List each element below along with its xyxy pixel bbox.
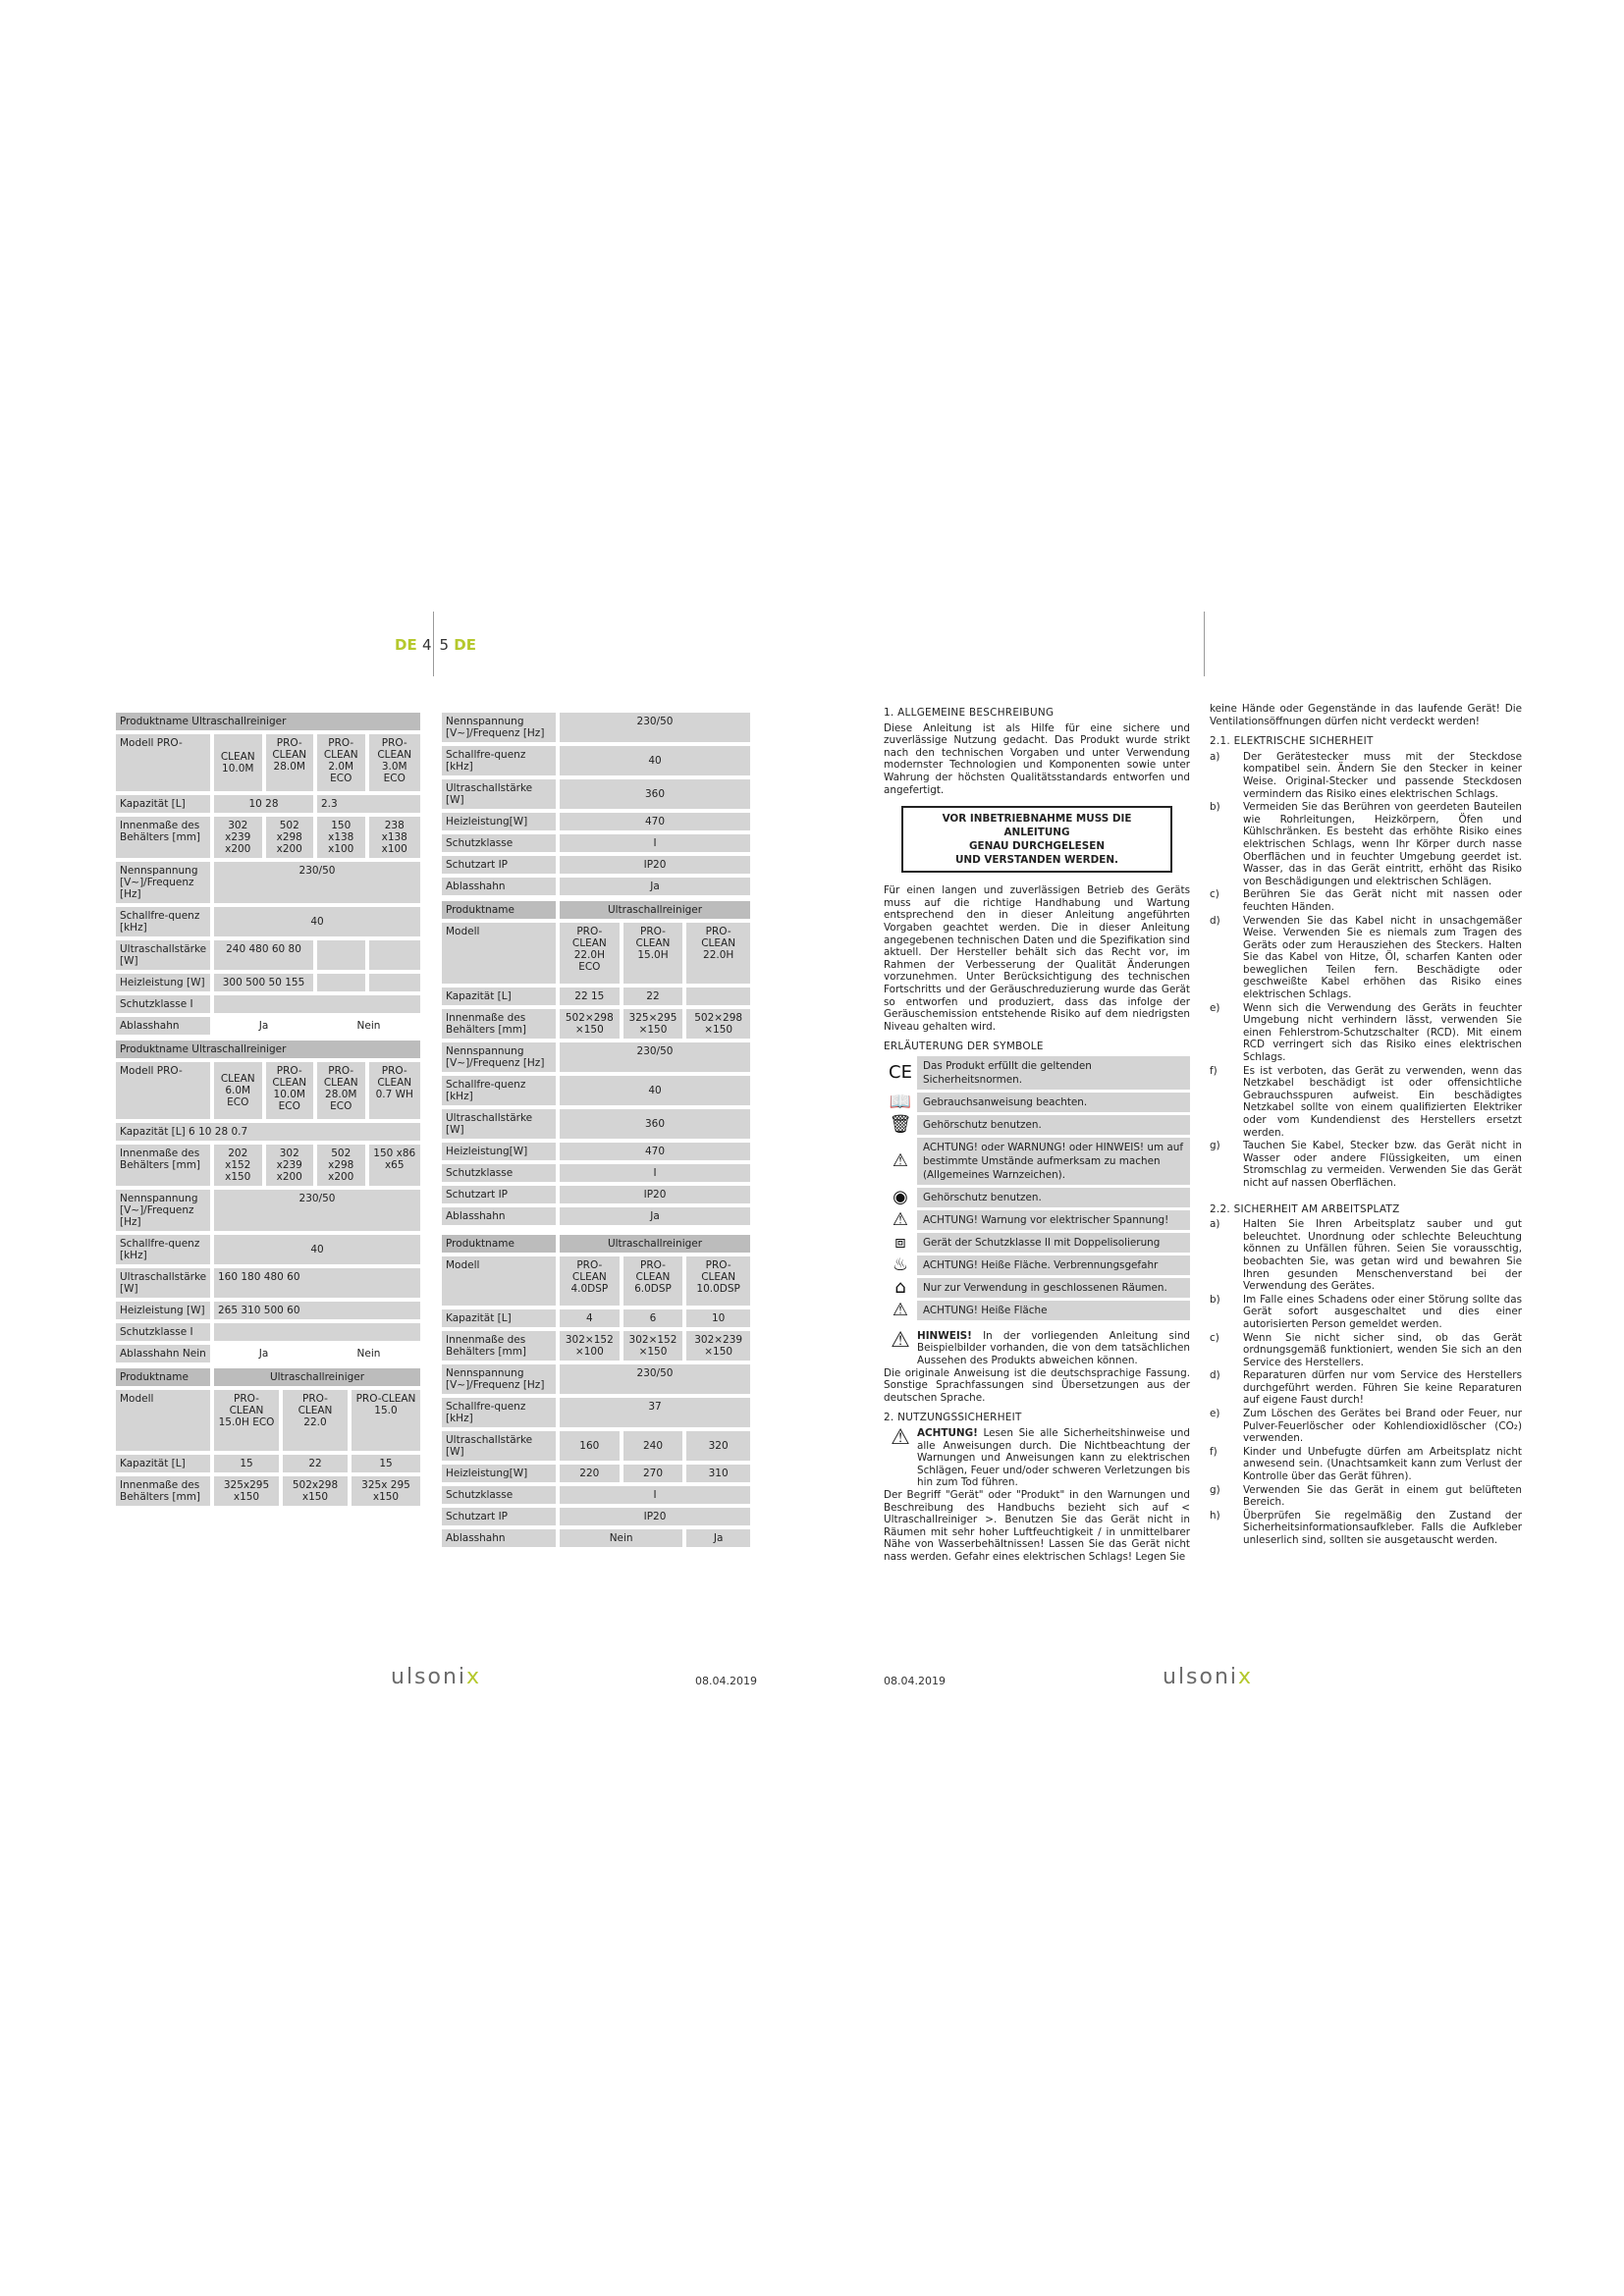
value-cell: Ultraschallreiniger — [214, 1368, 420, 1386]
list-item — [1210, 1294, 1522, 1331]
row-label: Schutzart IP — [442, 1186, 560, 1203]
list-marker: a) — [1210, 1218, 1220, 1231]
row-label: Schallfre-quenz [kHz] — [442, 746, 560, 775]
row-label: Kapazität [L] — [116, 1455, 214, 1472]
symbol-row — [884, 1056, 1190, 1090]
list-marker: b) — [1210, 801, 1220, 814]
list-marker: b) — [1210, 1293, 1220, 1306]
value-cell: Ja — [560, 878, 750, 895]
symbol-text: Gerät der Schutzklasse II mit Doppelisolierung — [917, 1233, 1190, 1253]
warning-triangle-icon: ⚠ — [891, 1425, 910, 1451]
symbol-text: Das Produkt erfüllt die geltenden Sicherheitsnormen. — [917, 1056, 1190, 1090]
list-text: Halten Sie Ihren Arbeitsplatz sauber und gut beleuchtet. Unordnung oder schlechte Beleuchtung können zu Unfällen führen. Seien Sie vorausschtig, beobachten Sie, was getan wird und bewahren Sie Ihren gesunden Menschenverstand bei der Verwendung des Gerätes. — [1243, 1218, 1522, 1293]
list-text: Der Gerätestecker muss mit der Steckdose kompatibel sein. Ändern Sie den Stecker in keiner Weise. Original-Stecker und passende Steckdosen vermindern das Risiko eines elektrischen Schlags. — [1243, 750, 1522, 800]
list-marker: f) — [1210, 1445, 1218, 1458]
model-cell: PRO-CLEAN 28.0M — [266, 734, 318, 791]
value-cell: 40 — [560, 1076, 750, 1105]
list-item — [1210, 888, 1522, 913]
text-column-3 — [884, 707, 1190, 1568]
value-cell: 6 — [623, 1309, 687, 1327]
symbol-row — [884, 1210, 1190, 1230]
ear-protection-icon: ◉ — [893, 1186, 908, 1207]
warning-block — [884, 1427, 1190, 1489]
value-cell: 230/50 — [214, 862, 420, 903]
list-item — [1210, 1408, 1522, 1445]
model-cell: CLEAN 10.0M — [214, 734, 266, 791]
value-cell: 325x295 x150 — [214, 1476, 283, 1506]
row-label: Schutzklasse I — [116, 995, 214, 1013]
value-cell: 150 x138 x100 — [317, 817, 369, 858]
value-cell: 22 15 — [560, 988, 623, 1005]
symbol-row — [884, 1301, 1190, 1320]
section-heading: 1. ALLGEMEINE BESCHREIBUNG — [884, 707, 1055, 719]
model-cell: PRO-CLEAN 6.0DSP — [623, 1256, 687, 1306]
list-item — [1210, 1065, 1522, 1140]
list-item — [1210, 1369, 1522, 1407]
list-marker: e) — [1210, 1408, 1220, 1420]
list-text: Im Falle eines Schadens oder einer Störung sollte das Gerät sofort ausgeschaltet und dies einer autorisierten Person gemeldet werden. — [1243, 1293, 1522, 1330]
logo-accent: x — [466, 1665, 482, 1689]
model-cell: PRO-CLEAN 10.0DSP — [686, 1256, 750, 1306]
row-label: Innenmaße des Behälters [mm] — [116, 1145, 214, 1186]
symbol-text: ACHTUNG! Warnung vor elektrischer Spannung! — [917, 1210, 1190, 1230]
paragraph: Der Begriff "Gerät" oder "Produkt" in den Warnungen und Beschreibung des Handbuchs bezieht sich auf < Ultraschallreiniger >. Benutzen Sie das Gerät nicht in Räumen mit sehr hoher Luftfeuchtigkeit / in unmittelbarer Nähe von Wasserbehältnissen! Lassen Sie das Gerät nicht nass werden. Gefahr eines elektrischen Schlags! Legen Sie — [884, 1489, 1190, 1563]
value-cell: 240 — [623, 1431, 687, 1461]
value-cell: 325×295 ×150 — [623, 1009, 687, 1039]
symbol-list — [884, 1056, 1190, 1320]
language-code-left: DE — [395, 636, 417, 654]
row-label: Schallfre-quenz [kHz] — [116, 907, 214, 936]
double-insulation-icon: ⧈ — [894, 1231, 906, 1253]
model-cell: PRO-CLEAN 22.0 — [283, 1390, 352, 1451]
list-text: Zum Löschen des Gerätes bei Brand oder Feuer, nur Pulver-Feuerlöscher oder Kohlendioxidlöscher (CO₂) verwenden. — [1243, 1408, 1522, 1445]
logo-text: ulsoni — [391, 1665, 467, 1689]
symbol-row — [884, 1115, 1190, 1135]
row-label: Ultraschallstärke [W] — [442, 779, 560, 809]
list-text: Vermeiden Sie das Berühren von geerdeten Bauteilen wie Rohrleitungen, Heizkörpern, Öfen und Kühlschränken. Es besteht das erhöhte Risiko eines elektrischen Schlags, wenn Ihr Körper durch nasse Oberflächen und in feuchter Umgebung geerdet ist. Wasser, das in das Gerät eintritt, erhöht das Risiko von Beschädigungen und elektrischen Schlägen. — [1243, 801, 1522, 887]
row-label: Schutzart IP — [442, 1508, 560, 1525]
value-cell: 240 480 60 80 — [214, 940, 317, 970]
row-label: Ultraschallstärke [W] — [442, 1109, 560, 1139]
value-cell: IP20 — [560, 856, 750, 874]
row-label: Schutzart IP — [442, 856, 560, 874]
list-marker: a) — [1210, 750, 1220, 763]
hint-label: HINWEIS! — [917, 1329, 972, 1342]
list-text: Reparaturen dürfen nur vom Service des Herstellers durchgeführt werden. Führen Sie keine Reparaturen auf eigene Faust durch! — [1243, 1369, 1522, 1407]
row-label: Nennspannung [V~]/Frequenz [Hz] — [442, 1042, 560, 1072]
ce-icon: CE — [889, 1061, 912, 1083]
value-cell: 4 — [560, 1309, 623, 1327]
spec-table-column-left — [116, 709, 420, 1510]
value-cell: Ultraschallreiniger — [560, 901, 750, 919]
value-cell: 40 — [560, 746, 750, 775]
warning-body: Lesen Sie alle Sicherheitshinweise und alle Anweisungen durch. Die Nichtbeachtung der Warnungen und Anweisungen kann zu elektrischen Schlägen, Feuer und/oder schweren Verletzungen bis hin zum Tod führen. — [917, 1427, 1190, 1489]
table-title: Produktname Ultraschallreiniger — [116, 1041, 420, 1058]
warning-line: VOR INBETRIEBNAHME MUSS DIE ANLEITUNG — [942, 813, 1132, 839]
symbol-row — [884, 1255, 1190, 1275]
spec-table-6 — [442, 1231, 750, 1551]
page-number-right: 5 — [439, 636, 450, 654]
value-cell: Nein — [317, 1345, 420, 1362]
model-cell: PRO-CLEAN 15.0H ECO — [214, 1390, 283, 1451]
brand-logo-right — [1163, 1665, 1253, 1689]
row-label: Schallfre-quenz [kHz] — [116, 1235, 214, 1264]
row-label: Heizleistung[W] — [442, 1143, 560, 1160]
row-label: Schutzklasse — [442, 1486, 560, 1504]
value-cell: IP20 — [560, 1508, 750, 1525]
row-label: Modell PRO- — [116, 734, 214, 791]
list-item — [1210, 1140, 1522, 1189]
spec-table-2 — [116, 1037, 420, 1366]
list-item — [1210, 801, 1522, 887]
model-cell: PRO-CLEAN 15.0 — [352, 1390, 420, 1451]
value-cell: IP20 — [560, 1186, 750, 1203]
model-cell: PRO-CLEAN 28.0M ECO — [317, 1062, 369, 1119]
list-marker: c) — [1210, 1331, 1219, 1344]
value-cell: 230/50 — [214, 1190, 420, 1231]
list-item — [1210, 1484, 1522, 1509]
paragraph: Für einen langen und zuverlässigen Betrieb des Geräts muss auf die richtige Handhabung und Wartung entsprechend den in dieser Anleitung angeführten Vorgaben geachtet werden. Die in dieser Anleitung angegebenen technischen Daten und die Spezifikation sind aktuell. Der Hersteller behält sich das Recht vor, im Rahmen der Verbesserung der Qualität Änderungen vorzunehmen. Unter Berücksichtigung des technischen Fortschritts und der Geräuschreduzierung wurde das Gerät so entworfen und produziert, dass das infolge der Geräuschemission entstehende Risiko auf dem niedrigsten Niveau gehalten wird. — [884, 884, 1190, 1033]
value-cell: 230/50 — [560, 1364, 750, 1394]
list-text: Verwenden Sie das Gerät in einem gut belüfteten Bereich. — [1243, 1483, 1522, 1509]
spec-table-column-middle — [442, 709, 750, 1551]
row-label: Schutzklasse — [442, 1164, 560, 1182]
list-text: Wenn sich die Verwendung des Geräts in feuchter Umgebung nicht verhindern lässt, verwenden Sie einen Fehlerstrom-Schutzschalter (RCD). Mit einem RCD verringert sich das Risiko eines elektrischen Schlags. — [1243, 1001, 1522, 1064]
row-label: Innenmaße des Behälters [mm] — [116, 1476, 214, 1506]
list-text: Wenn Sie nicht sicher sind, ob das Gerät ordnungsgemäß funktioniert, wenden Sie sich an den Service des Herstellers. — [1243, 1331, 1522, 1368]
list-text: Tauchen Sie Kabel, Stecker bzw. das Gerät nicht in Wasser oder andere Flüssigkeiten, um einen Stromschlag zu vermeiden. Verwenden Sie das Gerät nicht auf nassen Oberflächen. — [1243, 1140, 1522, 1189]
manual-icon: 📖 — [889, 1091, 912, 1112]
logo-text: ulsoni — [1163, 1665, 1239, 1689]
value-cell: 470 — [560, 813, 750, 830]
row-label: Nennspannung [V~]/Frequenz [Hz] — [442, 1364, 560, 1394]
electric-warning-icon: ⚠ — [892, 1208, 909, 1230]
row-label: Nennspannung [V~]/Frequenz [Hz] — [442, 713, 560, 742]
model-cell: PRO-CLEAN 3.0M ECO — [369, 734, 421, 791]
list-marker: d) — [1210, 1369, 1220, 1382]
value-cell: I — [560, 834, 750, 852]
row-label: Schallfre-quenz [kHz] — [442, 1398, 560, 1427]
warning-line: GENAU DURCHGELESEN — [968, 840, 1106, 853]
indoor-use-icon: ⌂ — [894, 1276, 906, 1298]
model-cell: PRO-CLEAN 10.0M ECO — [266, 1062, 318, 1119]
list-marker: h) — [1210, 1509, 1220, 1522]
row-label: Innenmaße des Behälters [mm] — [442, 1009, 560, 1039]
hint-text — [917, 1330, 1190, 1367]
list-item — [1210, 1218, 1522, 1293]
list-item — [1210, 1510, 1522, 1547]
value-cell: 160 — [560, 1431, 623, 1461]
value-cell: 302 x239 x200 — [266, 1145, 318, 1186]
warning-triangle-icon: ⚠ — [891, 1327, 910, 1353]
value-cell: Ja — [686, 1529, 750, 1547]
spec-table-5 — [442, 897, 750, 1229]
row-label: Heizleistung[W] — [442, 1465, 560, 1482]
list-item — [1210, 915, 1522, 1001]
date-right: 08.04.2019 — [884, 1675, 946, 1687]
row-label: Ultraschallstärke [W] — [116, 940, 214, 970]
value-cell: 502 x298 x200 — [266, 817, 318, 858]
value-cell: 502x298 x150 — [283, 1476, 352, 1506]
symbol-row — [884, 1138, 1190, 1185]
section-heading: 2.1. ELEKTRISCHE SICHERHEIT — [1210, 735, 1374, 748]
text-column-4 — [1210, 703, 1522, 1548]
value-cell: Nein — [560, 1529, 686, 1547]
model-cell: PRO-CLEAN 2.0M ECO — [317, 734, 369, 791]
symbol-row — [884, 1233, 1190, 1253]
list-item — [1210, 1332, 1522, 1369]
row-label: Heizleistung [W] — [116, 974, 214, 991]
value-cell: 22 — [283, 1455, 352, 1472]
value-cell: 270 — [623, 1465, 687, 1482]
list-marker: c) — [1210, 888, 1219, 901]
row-label: Innenmaße des Behälters [mm] — [442, 1331, 560, 1361]
value-cell: 10 — [686, 1309, 750, 1327]
value-cell: 360 — [560, 779, 750, 809]
row-label: Kapazität [L] — [116, 795, 214, 813]
row-label: Produktname — [442, 1235, 560, 1253]
value-cell: 150 x86 x65 — [369, 1145, 421, 1186]
row-label: Ablasshahn Nein — [116, 1345, 214, 1362]
value-cell: 310 — [686, 1465, 750, 1482]
spec-table-1 — [116, 709, 420, 1039]
row-label: Heizleistung [W] — [116, 1302, 214, 1319]
list-text: Kinder und Unbefugte dürfen am Arbeitsplatz nicht anwesend sein. (Unachtsamkeit kann zum Verlust der Kontrolle über das Gerät führen). — [1243, 1445, 1522, 1483]
symbol-row — [884, 1278, 1190, 1298]
paragraph: Diese Anleitung ist als Hilfe für eine sichere und zuverlässige Nutzung gedacht. Das Produkt wurde strikt nach den technischen Vorgaben und unter Verwendung modernster Technologien und Komponenten sowie unter Wahrung der höchsten Qualitätsstandards entworfen und angefertigt. — [884, 721, 1190, 796]
symbol-text: ACHTUNG! Heiße Fläche. Verbrennungsgefahr — [917, 1255, 1190, 1275]
row-label: Modell — [442, 1256, 560, 1306]
hint-block — [884, 1327, 1190, 1367]
symbol-text: Gehörschutz benutzen. — [917, 1115, 1190, 1135]
value-cell: Ja — [214, 1017, 317, 1035]
value-cell: 300 500 50 155 — [214, 974, 317, 991]
symbol-row — [884, 1093, 1190, 1112]
section-heading: 2. NUTZUNGSSICHERHEIT — [884, 1412, 1022, 1424]
value-cell: 302×152 ×150 — [623, 1331, 687, 1361]
list-item — [1210, 1002, 1522, 1064]
row-label: Innenmaße des Behälters [mm] — [116, 817, 214, 858]
value-cell: 40 — [214, 1235, 420, 1264]
row-label: Schutzklasse I — [116, 1323, 214, 1341]
row-label: Ablasshahn — [442, 1207, 560, 1225]
list-text: Es ist verboten, das Gerät zu verwenden, wenn das Netzkabel beschädigt ist oder offensichtliche Gebrauchsspuren aufweist. Ein beschädigtes Netzkabel sollte von einem qualifizierten Elektriker oder vom Kundendienst des Herstellers ersetzt werden. — [1243, 1064, 1522, 1139]
value-cell: 325x 295 x150 — [352, 1476, 420, 1506]
symbol-text: Gebrauchsanweisung beachten. — [917, 1093, 1190, 1112]
symbol-row — [884, 1188, 1190, 1207]
language-code-right: DE — [454, 636, 476, 654]
row-label: Schallfre-quenz [kHz] — [442, 1076, 560, 1105]
hot-surface-icon: ♨ — [892, 1254, 909, 1275]
page-number-left: 4 — [421, 636, 432, 654]
list-text: Überprüfen Sie regelmäßig den Zustand der Sicherheitsinformationsaufkleber. Falls die Aufkleber unleserlich sind, sollten sie ausgetauscht werden. — [1243, 1509, 1522, 1546]
value-cell: 302×152 ×100 — [560, 1331, 623, 1361]
value-cell: 230/50 — [560, 713, 750, 742]
value-cell: 238 x138 x100 — [369, 817, 421, 858]
page-divider-right — [1204, 612, 1205, 676]
model-cell: PRO-CLEAN 15.0H — [623, 923, 687, 984]
row-label: Kapazität [L] 6 10 28 0.7 — [116, 1123, 420, 1141]
model-cell: CLEAN 6.0M ECO — [214, 1062, 266, 1119]
row-label: Kapazität [L] — [442, 1309, 560, 1327]
model-cell: PRO-CLEAN 4.0DSP — [560, 1256, 623, 1306]
page-divider-left — [433, 612, 434, 676]
row-label: Produktname — [116, 1368, 214, 1386]
list-marker: g) — [1210, 1140, 1220, 1152]
value-cell: 502×298 ×150 — [686, 1009, 750, 1039]
warning-box — [901, 806, 1172, 873]
value-cell: 37 — [560, 1398, 750, 1427]
row-label: Schutzklasse — [442, 834, 560, 852]
list-text: Berühren Sie das Gerät nicht mit nassen oder feuchten Händen. — [1243, 888, 1522, 913]
row-label: Modell — [442, 923, 560, 984]
page-header — [395, 636, 476, 654]
symbol-text: ACHTUNG! Heiße Fläche — [917, 1301, 1190, 1320]
row-label: Modell — [116, 1390, 214, 1451]
row-label: Nennspannung [V~]/Frequenz [Hz] — [116, 1190, 214, 1231]
value-cell: I — [560, 1486, 750, 1504]
paragraph: keine Hände oder Gegenstände in das laufende Gerät! Die Ventilationsöffnungen dürfen nicht verdeckt werden! — [1210, 703, 1522, 727]
row-label: Ultraschallstärke [W] — [116, 1268, 214, 1298]
value-cell: 320 — [686, 1431, 750, 1461]
value-cell: 220 — [560, 1465, 623, 1482]
row-label: Ablasshahn — [116, 1017, 214, 1035]
row-label: Ablasshahn — [442, 1529, 560, 1547]
row-label: Nennspannung [V~]/Frequenz [Hz] — [116, 862, 214, 903]
value-cell: 202 x152 x150 — [214, 1145, 266, 1186]
value-cell: I — [560, 1164, 750, 1182]
value-cell: 265 310 500 60 — [214, 1302, 420, 1319]
value-cell: 502×298 ×150 — [560, 1009, 623, 1039]
warning-triangle-icon: ⚠ — [892, 1149, 909, 1171]
symbol-text: Nur zur Verwendung in geschlossenen Räumen. — [917, 1278, 1190, 1298]
list-item — [1210, 751, 1522, 800]
value-cell: 15 — [352, 1455, 420, 1472]
list-text: Verwenden Sie das Kabel nicht in unsachgemäßer Weise. Verwenden Sie es niemals zum Tragen des Geräts oder zum Herausziehen des Steckers. Halten Sie das Kabel von Hitze, Öl, scharfen Kanten oder beweglichen Teilen fern. Beschädigte oder geschweißte Kabel erhöhen das Risiko eines elektrischen Schlags. — [1243, 914, 1522, 1001]
row-label: Produktname — [442, 901, 560, 919]
warning-label: ACHTUNG! — [917, 1427, 978, 1440]
list-marker: d) — [1210, 914, 1220, 927]
value-cell: 2.3 — [317, 795, 420, 813]
value-cell: 502 x298 x200 — [317, 1145, 369, 1186]
row-label: Modell PRO- — [116, 1062, 214, 1119]
list-marker: e) — [1210, 1001, 1220, 1014]
spec-table-4 — [442, 709, 750, 899]
date-left: 08.04.2019 — [695, 1675, 757, 1687]
model-cell: PRO-CLEAN 22.0H ECO — [560, 923, 623, 984]
value-cell: 302×239 ×150 — [686, 1331, 750, 1361]
symbol-text: ACHTUNG! oder WARNUNG! oder HINWEIS! um auf bestimmte Umstände aufmerksam zu machen (Allgemeines Warnzeichen). — [917, 1138, 1190, 1185]
value-cell: Ultraschallreiniger — [560, 1235, 750, 1253]
hot-surface-warning-icon: ⚠ — [892, 1299, 909, 1320]
section-heading: ERLÄUTERUNG DER SYMBOLE — [884, 1041, 1044, 1053]
value-cell: 302 x239 x200 — [214, 817, 266, 858]
value-cell: Ja — [560, 1207, 750, 1225]
value-cell: 15 — [214, 1455, 283, 1472]
value-cell: 470 — [560, 1143, 750, 1160]
value-cell: 10 28 — [214, 795, 317, 813]
row-label: Kapazität [L] — [442, 988, 560, 1005]
value-cell: 22 — [623, 988, 687, 1005]
warning-text — [917, 1427, 1190, 1489]
value-cell: 360 — [560, 1109, 750, 1139]
value-cell: 160 180 480 60 — [214, 1268, 420, 1298]
logo-accent: x — [1238, 1665, 1254, 1689]
warning-line: UND VERSTANDEN WERDEN. — [955, 854, 1118, 867]
row-label: Ultraschallstärke [W] — [442, 1431, 560, 1461]
hint-body: In der vorliegenden Anleitung sind Beispielbilder vorhanden, die von dem tatsächlichen Aussehen des Produkts abweichen können. — [917, 1329, 1190, 1367]
paragraph: Die originale Anweisung ist die deutschsprachige Fassung. Sonstige Sprachfassungen sind Übersetzungen aus der deutschen Sprache. — [884, 1366, 1190, 1404]
model-cell: PRO-CLEAN 22.0H — [686, 923, 750, 984]
value-cell: 40 — [214, 907, 420, 936]
list-marker: f) — [1210, 1064, 1218, 1077]
value-cell: Nein — [317, 1017, 420, 1035]
model-cell: PRO-CLEAN 0.7 WH — [369, 1062, 421, 1119]
table-title: Produktname Ultraschallreiniger — [116, 713, 420, 730]
list-marker: g) — [1210, 1483, 1220, 1496]
row-label: Ablasshahn — [442, 878, 560, 895]
value-cell: 230/50 — [560, 1042, 750, 1072]
symbol-text: Gehörschutz benutzen. — [917, 1188, 1190, 1207]
section-heading: 2.2. SICHERHEIT AM ARBEITSPLATZ — [1210, 1202, 1400, 1215]
brand-logo-left — [391, 1665, 481, 1689]
recycle-bin-icon: 🗑 — [889, 1113, 912, 1135]
list-item — [1210, 1446, 1522, 1483]
value-cell: Ja — [214, 1345, 317, 1362]
row-label: Heizleistung[W] — [442, 813, 560, 830]
spec-table-3 — [116, 1364, 420, 1510]
